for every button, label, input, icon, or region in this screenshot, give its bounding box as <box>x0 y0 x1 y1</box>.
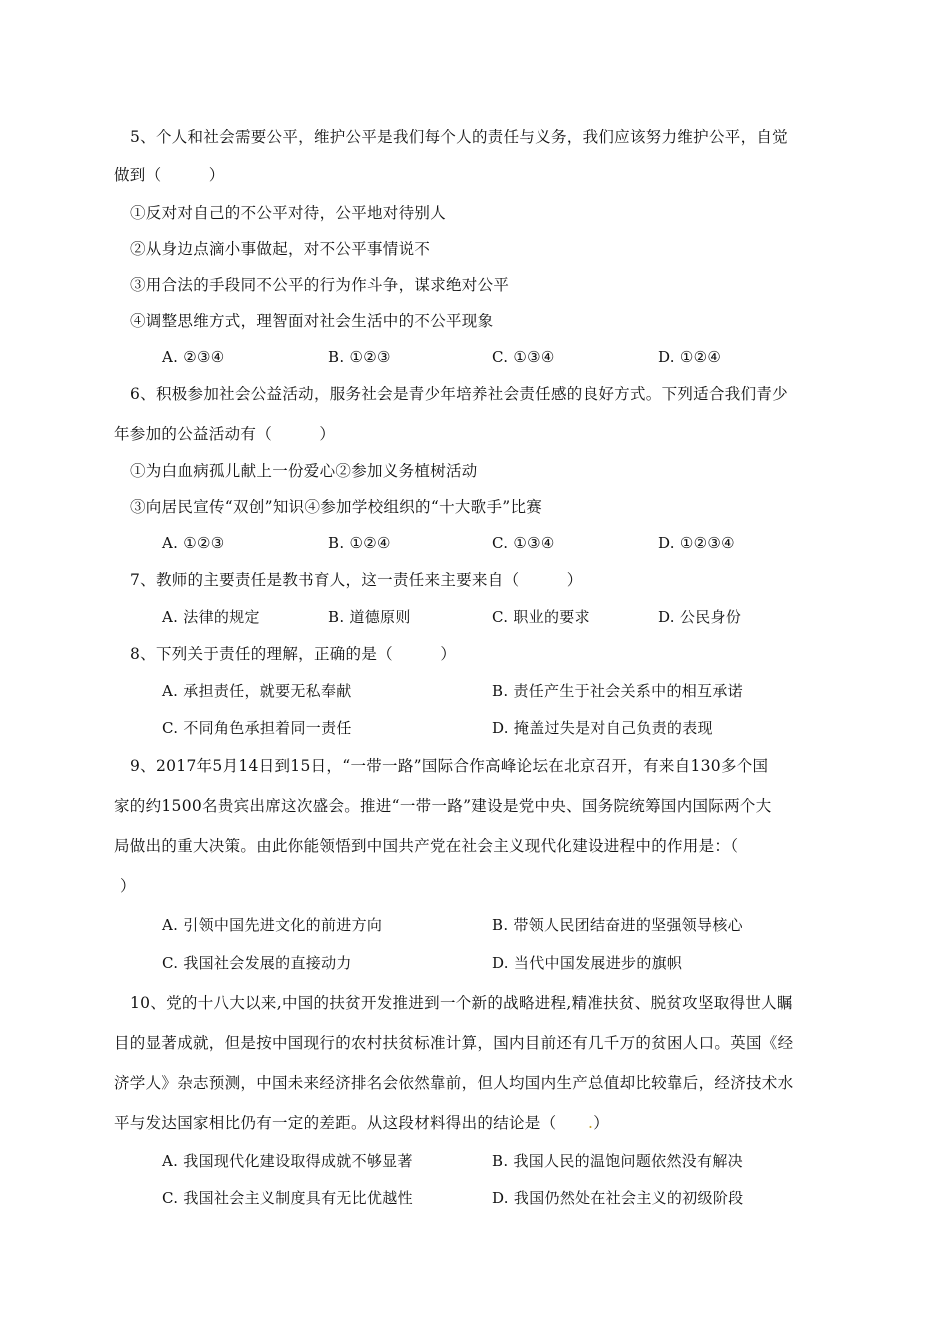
q9-stem-line-1: 9、2017年5月14日到15日，“一带一路”国际合作高峰论坛在北京召开，有来自130多个国 <box>130 757 769 775</box>
q6-item-1: ①为白血病孤儿献上一份爱心②参加义务植树活动 <box>130 462 478 480</box>
q6-stem-line-1: 6、积极参加社会公益活动，服务社会是青少年培养社会责任感的良好方式。下列适合我们青少 <box>130 385 788 403</box>
q7-option-c: C. 职业的要求 <box>492 608 590 626</box>
q5-item-1: ①反对对自己的不公平对待，公平地对待别人 <box>130 204 447 222</box>
q10-stem-line-4 <box>114 1113 609 1133</box>
q6-stem-line-2: 年参加的公益活动有（ ） <box>114 425 336 443</box>
q6-option-b: B. ①②④ <box>328 534 391 552</box>
q8-option-b: B. 责任产生于社会关系中的相互承诺 <box>492 682 743 700</box>
q5-option-a: A. ②③④ <box>162 348 225 366</box>
q6-option-c: C. ①③④ <box>492 534 555 552</box>
q8-option-a: A. 承担责任，就要无私奉献 <box>162 682 352 700</box>
q8-stem: 8、下列关于责任的理解，正确的是（ ） <box>130 645 457 663</box>
q10-stem-line-4-text: 平与发达国家相比仍有一定的差距。从这段材料得出的结论是（ <box>114 1114 589 1132</box>
q9-stem-line-3: 局做出的重大决策。由此你能领悟到中国共产党在社会主义现代化建设进程中的作用是：（ <box>114 837 739 855</box>
q10-stem-line-3: 济学人》杂志预测，中国未来经济排名会依然靠前，但人均国内生产总值却比较靠后，经济技术水 <box>114 1074 794 1092</box>
q6-option-a: A. ①②③ <box>162 534 225 552</box>
q5-item-4: ④调整思维方式，理智面对社会生活中的不公平现象 <box>130 312 494 330</box>
q5-stem-line-1: 5、个人和社会需要公平，维护公平是我们每个人的责任与义务，我们应该努力维护公平，自觉 <box>130 128 788 146</box>
q7-option-d: D. 公民身份 <box>658 608 742 626</box>
q10-stem-line-1: 10、党的十八大以来,中国的扶贫开发推进到一个新的战略进程,精准扶贫、脱贫攻坚取得世人瞩 <box>130 994 793 1012</box>
q9-option-d: D. 当代中国发展进步的旗帜 <box>492 954 683 972</box>
q8-option-c: C. 不同角色承担着同一责任 <box>162 719 352 737</box>
q9-stem-line-4: ） <box>120 877 136 895</box>
q5-option-c: C. ①③④ <box>492 348 555 366</box>
q10-option-a: A. 我国现代化建设取得成就不够显著 <box>162 1152 413 1170</box>
q10-stem-line-4-close: ） <box>593 1114 610 1132</box>
q9-option-b: B. 带领人民团结奋进的坚强领导核心 <box>492 916 743 934</box>
q7-option-a: A. 法律的规定 <box>162 608 260 626</box>
q8-option-d: D. 掩盖过失是对自己负责的表现 <box>492 719 713 737</box>
q10-option-b: B. 我国人民的温饱问题依然没有解决 <box>492 1152 743 1170</box>
q7-stem: 7、教师的主要责任是教书育人，这一责任来主要来自（ ） <box>130 571 583 589</box>
q10-stem-line-2: 目的显著成就，但是按中国现行的农村扶贫标准计算，国内目前还有几千万的贫困人口。英国《经 <box>114 1034 794 1052</box>
q7-option-b: B. 道德原则 <box>328 608 411 626</box>
q5-item-2: ②从身边点滴小事做起，对不公平事情说不 <box>130 240 431 258</box>
q10-option-d: D. 我国仍然处在社会主义的初级阶段 <box>492 1189 744 1207</box>
q5-option-b: B. ①②③ <box>328 348 391 366</box>
q9-option-a: A. 引领中国先进文化的前进方向 <box>162 916 383 934</box>
q9-option-c: C. 我国社会发展的直接动力 <box>162 954 352 972</box>
q10-stem-dot: . <box>588 1114 594 1132</box>
q5-option-d: D. ①②④ <box>658 348 722 366</box>
q5-stem-line-2: 做到（ ） <box>114 166 225 184</box>
q9-stem-line-2: 家的约1500名贵宾出席这次盛会。推进“一带一路”建设是党中央、国务院统筹国内国际两个大 <box>114 797 772 815</box>
q10-option-c: C. 我国社会主义制度具有无比优越性 <box>162 1189 413 1207</box>
q6-item-2: ③向居民宣传“双创”知识④参加学校组织的“十大歌手”比赛 <box>130 498 543 516</box>
q6-option-d: D. ①②③④ <box>658 534 735 552</box>
q5-item-3: ③用合法的手段同不公平的行为作斗争，谋求绝对公平 <box>130 276 510 294</box>
